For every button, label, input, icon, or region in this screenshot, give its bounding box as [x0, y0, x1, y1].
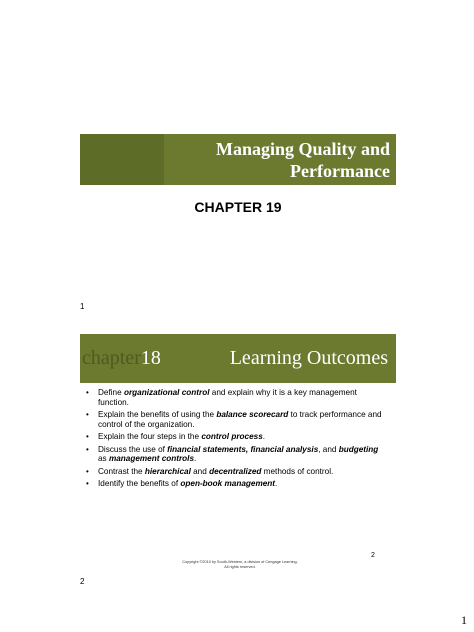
list-item: • Contrast the hierarchical and decentralized methods of control. — [84, 467, 384, 477]
slide1-page-number: 1 — [80, 302, 85, 311]
slide1-title-line1: Managing Quality and — [215, 139, 390, 159]
chapter-number: 18 — [140, 347, 161, 369]
list-item: • Discuss the use of financial statements, financial analysis, and budgeting as management controls. — [84, 445, 384, 464]
copyright-notice: Copyright ©2010 by South-Western, a division of Cengage Learning. All rights reserved. — [182, 560, 298, 569]
document-page-number: 1 — [461, 613, 467, 627]
chapter-heading: CHAPTER 19 — [194, 199, 282, 215]
chapter-word: chapter — [82, 347, 141, 369]
banner-accent-block — [80, 134, 164, 185]
slide2-title-banner — [80, 334, 396, 383]
list-item: • Explain the benefits of using the balance scorecard to track performance and control of the organization. — [84, 410, 384, 429]
list-item: • Explain the four steps in the control process. — [84, 432, 384, 442]
slide1-title — [164, 134, 396, 185]
list-item: • Identify the benefits of open-book management. — [84, 479, 384, 489]
slide1-title-banner — [80, 134, 396, 185]
learning-outcomes-list — [84, 388, 384, 492]
slide2-page-number: 2 — [80, 577, 85, 586]
slide2-title: Learning Outcomes — [229, 347, 388, 369]
list-item: • Define organizational control and explain why it is a key management function. — [84, 388, 384, 407]
slide1-title-line2: Performance — [290, 161, 390, 181]
slide2-inner-page-number: 2 — [371, 552, 375, 559]
